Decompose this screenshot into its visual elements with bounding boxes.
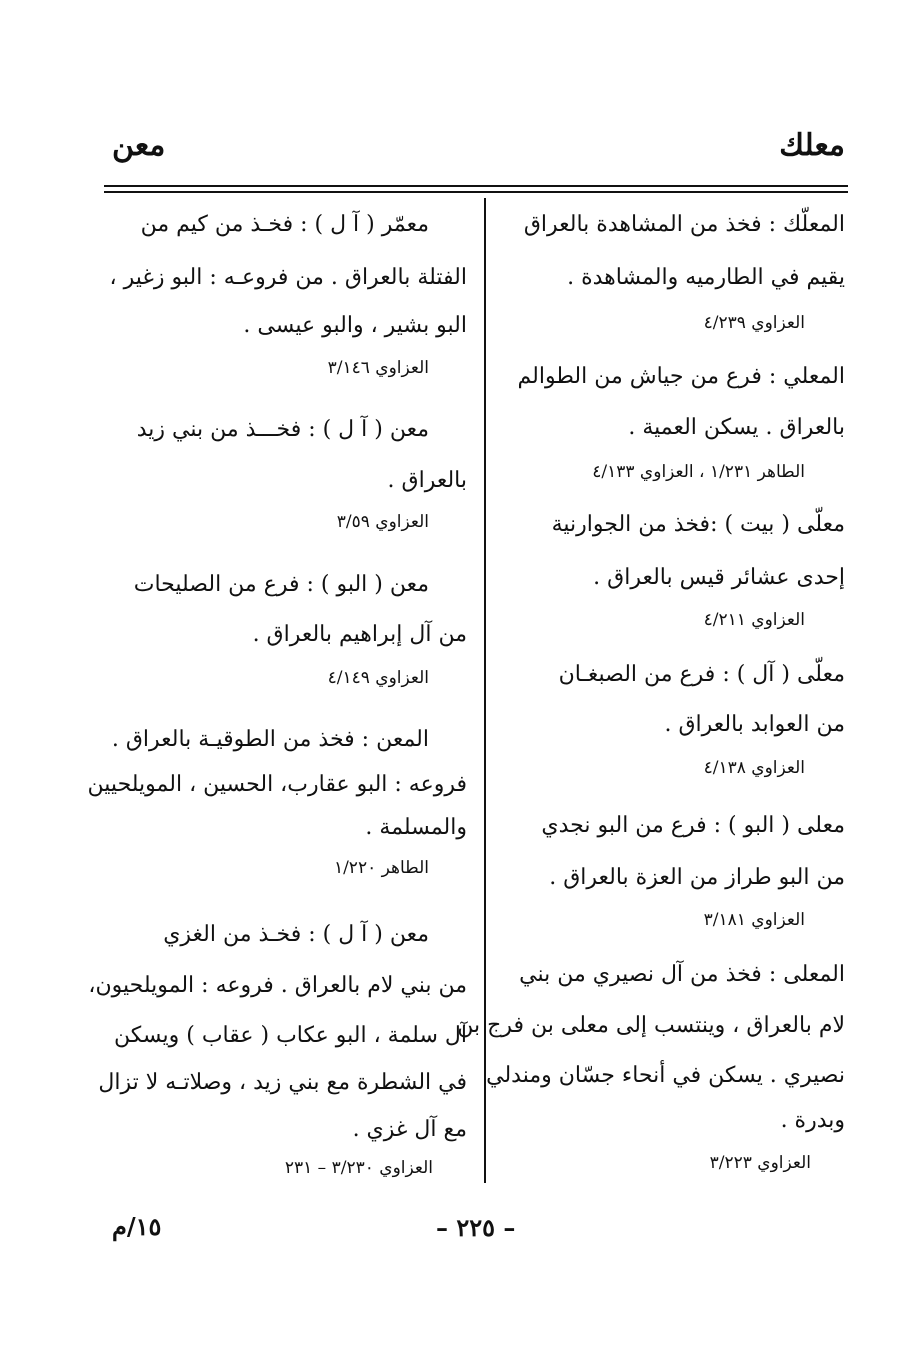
left-entry-5-ref: العزاوي ٣/٢٣٠ – ٢٣١: [284, 1158, 433, 1178]
right-entry-2-line-1: المعلي : فرع من جياش من الطوالم: [517, 364, 845, 389]
left-entry-2-line-1: معن ( آ ل ) : فخـــذ من بني زيد: [136, 417, 429, 442]
left-entry-5-line-2: من بني لام بالعراق . فروعه : المويلحيون،: [88, 973, 467, 998]
header-word-right: معلك: [779, 128, 845, 163]
header-rule-bottom: [104, 191, 848, 193]
right-entry-3-ref: العزاوي ٤/٢١١: [703, 610, 805, 630]
left-entry-3-ref: العزاوي ٤/١٤٩: [327, 668, 429, 688]
right-entry-6-line-2: لام بالعراق ، وينتسب إلى معلى بن فرج بن: [457, 1013, 845, 1038]
right-entry-5-line-2: من البو طراز من العزة بالعراق .: [549, 865, 845, 890]
right-entry-6-line-3: نصيري . يسكن في أنحاء جسّان ومندلي: [486, 1063, 845, 1088]
signature-mark: ١٥/م: [112, 1212, 162, 1241]
header-word-left: معن: [112, 128, 166, 163]
left-entry-5-line-3: آل سلمة ، البو عكاب ( عقاب ) ويسكن: [114, 1023, 467, 1048]
right-entry-6-line-1: المعلى : فخذ من آل نصيري من بني: [519, 962, 845, 987]
left-entry-3-line-1: معن ( البو ) : فرع من الصليحات: [133, 572, 429, 597]
right-entry-1-line-2: يقيم في الطارميه والمشاهدة .: [567, 265, 845, 290]
right-entry-6-ref: العزاوي ٣/٢٢٣: [709, 1153, 811, 1173]
left-entry-2-ref: العزاوي ٣/٥٩: [336, 512, 429, 532]
right-entry-5-ref: العزاوي ٣/١٨١: [703, 910, 805, 930]
page-number: – ٢٢٥ –: [436, 1213, 516, 1242]
left-entry-5-line-5: مع آل غزي .: [352, 1117, 467, 1142]
right-entry-5-line-1: معلى ( البو ) : فرع من البو نجدي: [541, 813, 845, 838]
header-rule-top: [104, 185, 848, 187]
left-entry-5-line-4: في الشطرة مع بني زيد ، وصلاتـه لا تزال: [98, 1070, 467, 1095]
left-entry-4-ref: الطاهر ١/٢٢٠: [333, 858, 429, 878]
right-entry-4-line-1: معلّى ( آل ) : فرع من الصبغـان: [558, 662, 845, 687]
right-entry-4-ref: العزاوي ٤/١٣٨: [703, 758, 805, 778]
left-entry-1-ref: العزاوي ٣/١٤٦: [327, 358, 429, 378]
right-entry-2-line-2: بالعراق . يسكن العمية .: [628, 415, 845, 440]
left-entry-2-line-2: بالعراق .: [387, 468, 467, 493]
left-entry-4-line-1: المعن : فخذ من الطوقيـة بالعراق .: [111, 727, 429, 752]
left-entry-4-line-3: والمسلمة .: [365, 815, 467, 840]
left-entry-1-line-1: معمّر ( آ ل ) : فخـذ من كيم من: [140, 212, 429, 237]
left-entry-4-line-2: فروعه : البو عقارب، الحسين ، المويلحيين: [87, 772, 467, 797]
left-entry-3-line-2: من آل إبراهيم بالعراق .: [252, 622, 467, 647]
right-entry-1-ref: العزاوي ٤/٢٣٩: [703, 313, 805, 333]
right-entry-3-line-1: معلّى ( بيت ) :فخذ من الجوارنية: [551, 512, 845, 537]
right-entry-1-line-1: المعلّك : فخذ من المشاهدة بالعراق: [523, 212, 845, 237]
left-entry-1-line-3: البو بشير ، والبو عيسى .: [243, 313, 467, 338]
right-entry-2-ref: الطاهر ١/٢٣١ ، العزاوي ٤/١٣٣: [592, 462, 805, 482]
right-entry-4-line-2: من العوابد بالعراق .: [664, 712, 845, 737]
left-entry-1-line-2: الفتلة بالعراق . من فروعـه : البو زغير ،: [109, 265, 467, 290]
right-entry-6-line-4: وبدرة .: [780, 1108, 845, 1133]
right-entry-3-line-2: إحدى عشائر قيس بالعراق .: [593, 565, 845, 590]
left-entry-5-line-1: معن ( آ ل ) : فخـذ من الغزي: [163, 922, 429, 947]
